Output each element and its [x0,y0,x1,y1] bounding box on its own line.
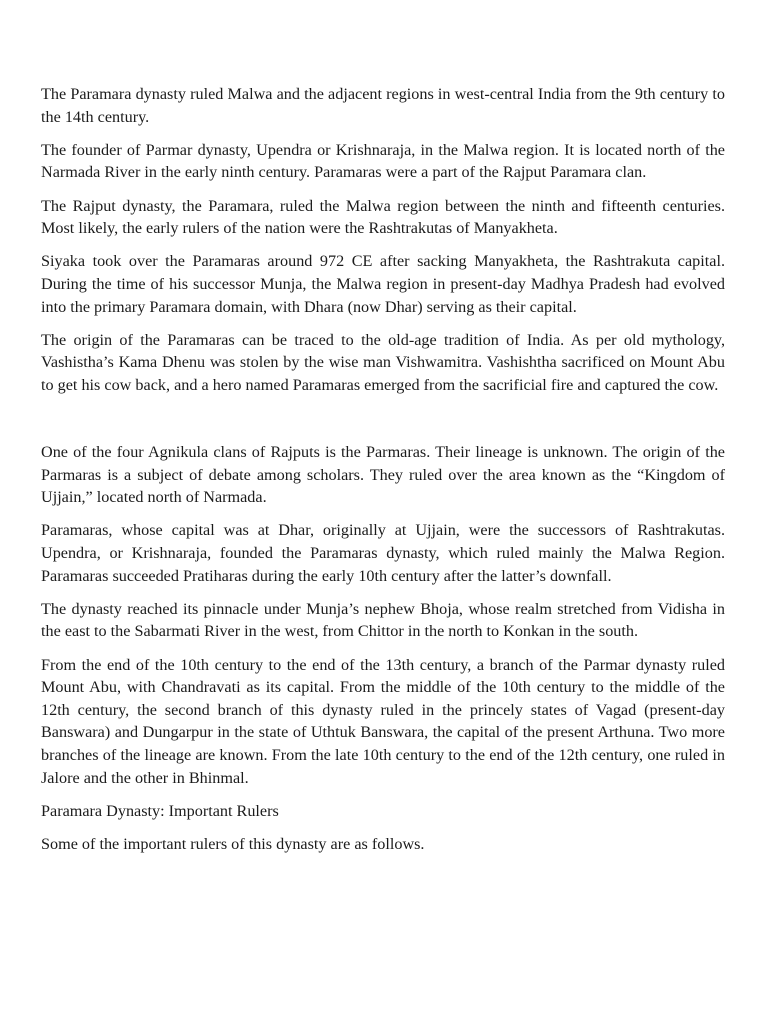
paragraph-overview: The Paramara dynasty ruled Malwa and the adjacent regions in west-central India from the 9th century to the 14th century. [41,85,725,126]
section-heading-important-rulers: Paramara Dynasty: Important Rulers [41,801,279,820]
paragraph-rajput-dynasty: The Rajput dynasty, the Paramara, ruled the Malwa region between the ninth and fifteenth centuries. Most likely, the early rulers of the nation were the Rashtrakutas of Manyakheta. [41,196,725,238]
paragraph-capital: Paramaras, whose capital was at Dhar, originally at Ujjain, were the successors of Rashtrakutas. Upendra, or Krishnaraja, founded the Paramaras dynasty, which ruled mainly the Malwa Region. Paramaras succeeded Pratiharas during the early 10th century after the latter’s downfall. [41,521,725,585]
paragraph-founder: The founder of Parmar dynasty, Upendra or Krishnaraja, in the Malwa region. It is located north of the Narmada River in the early ninth century. Paramaras were a part of the Rajput Paramara clan. [41,140,725,182]
document-page [41,83,725,866]
section-gap [41,407,725,441]
paragraph-origin: The origin of the Paramaras can be traced to the old-age tradition of India. As per old mythology, Vashistha’s Kama Dhenu was stolen by the wise man Vishwamitra. Vashishtha sacrificed on Mount Abu to get his cow back, and a hero named Paramaras emerged from the sacrificial fire and captured the cow. [41,330,725,394]
paragraph-agnikula: One of the four Agnikula clans of Rajputs is the Parmaras. Their lineage is unknown. The origin of the Parmaras is a subject of debate among scholars. They ruled over the area known as the “Kingdom of Ujjain,” located north of Narmada. [41,443,725,507]
paragraph-branches: From the end of the 10th century to the end of the 13th century, a branch of the Parmar dynasty ruled Mount Abu, with Chandravati as its capital. From the middle of the 10th century to the middle of the 12th century, the second branch of this dynasty ruled in the princely states of Vagad (present-day Banswara) and Dungarpur in the state of Uthtuk Banswara, the capital of the present Arthuna. Two more branches of the lineage are known. From the late 10th century to the end of the 12th century, one ruled in Jalore and the other in Bhinmal. [41,655,725,787]
paragraph-siyaka: Siyaka took over the Paramaras around 972 CE after sacking Manyakheta, the Rashtrakuta capital. During the time of his successor Munja, the Malwa region in present-day Madhya Pradesh had evolved into the primary Paramara domain, with Dhara (now Dhar) serving as their capital. [41,252,725,316]
paragraph-rulers-intro: Some of the important rulers of this dynasty are as follows. [41,834,425,853]
paragraph-bhoja: The dynasty reached its pinnacle under Munja’s nephew Bhoja, whose realm stretched from Vidisha in the east to the Sabarmati River in the west, from Chittor in the north to Konkan in the south. [41,599,725,641]
